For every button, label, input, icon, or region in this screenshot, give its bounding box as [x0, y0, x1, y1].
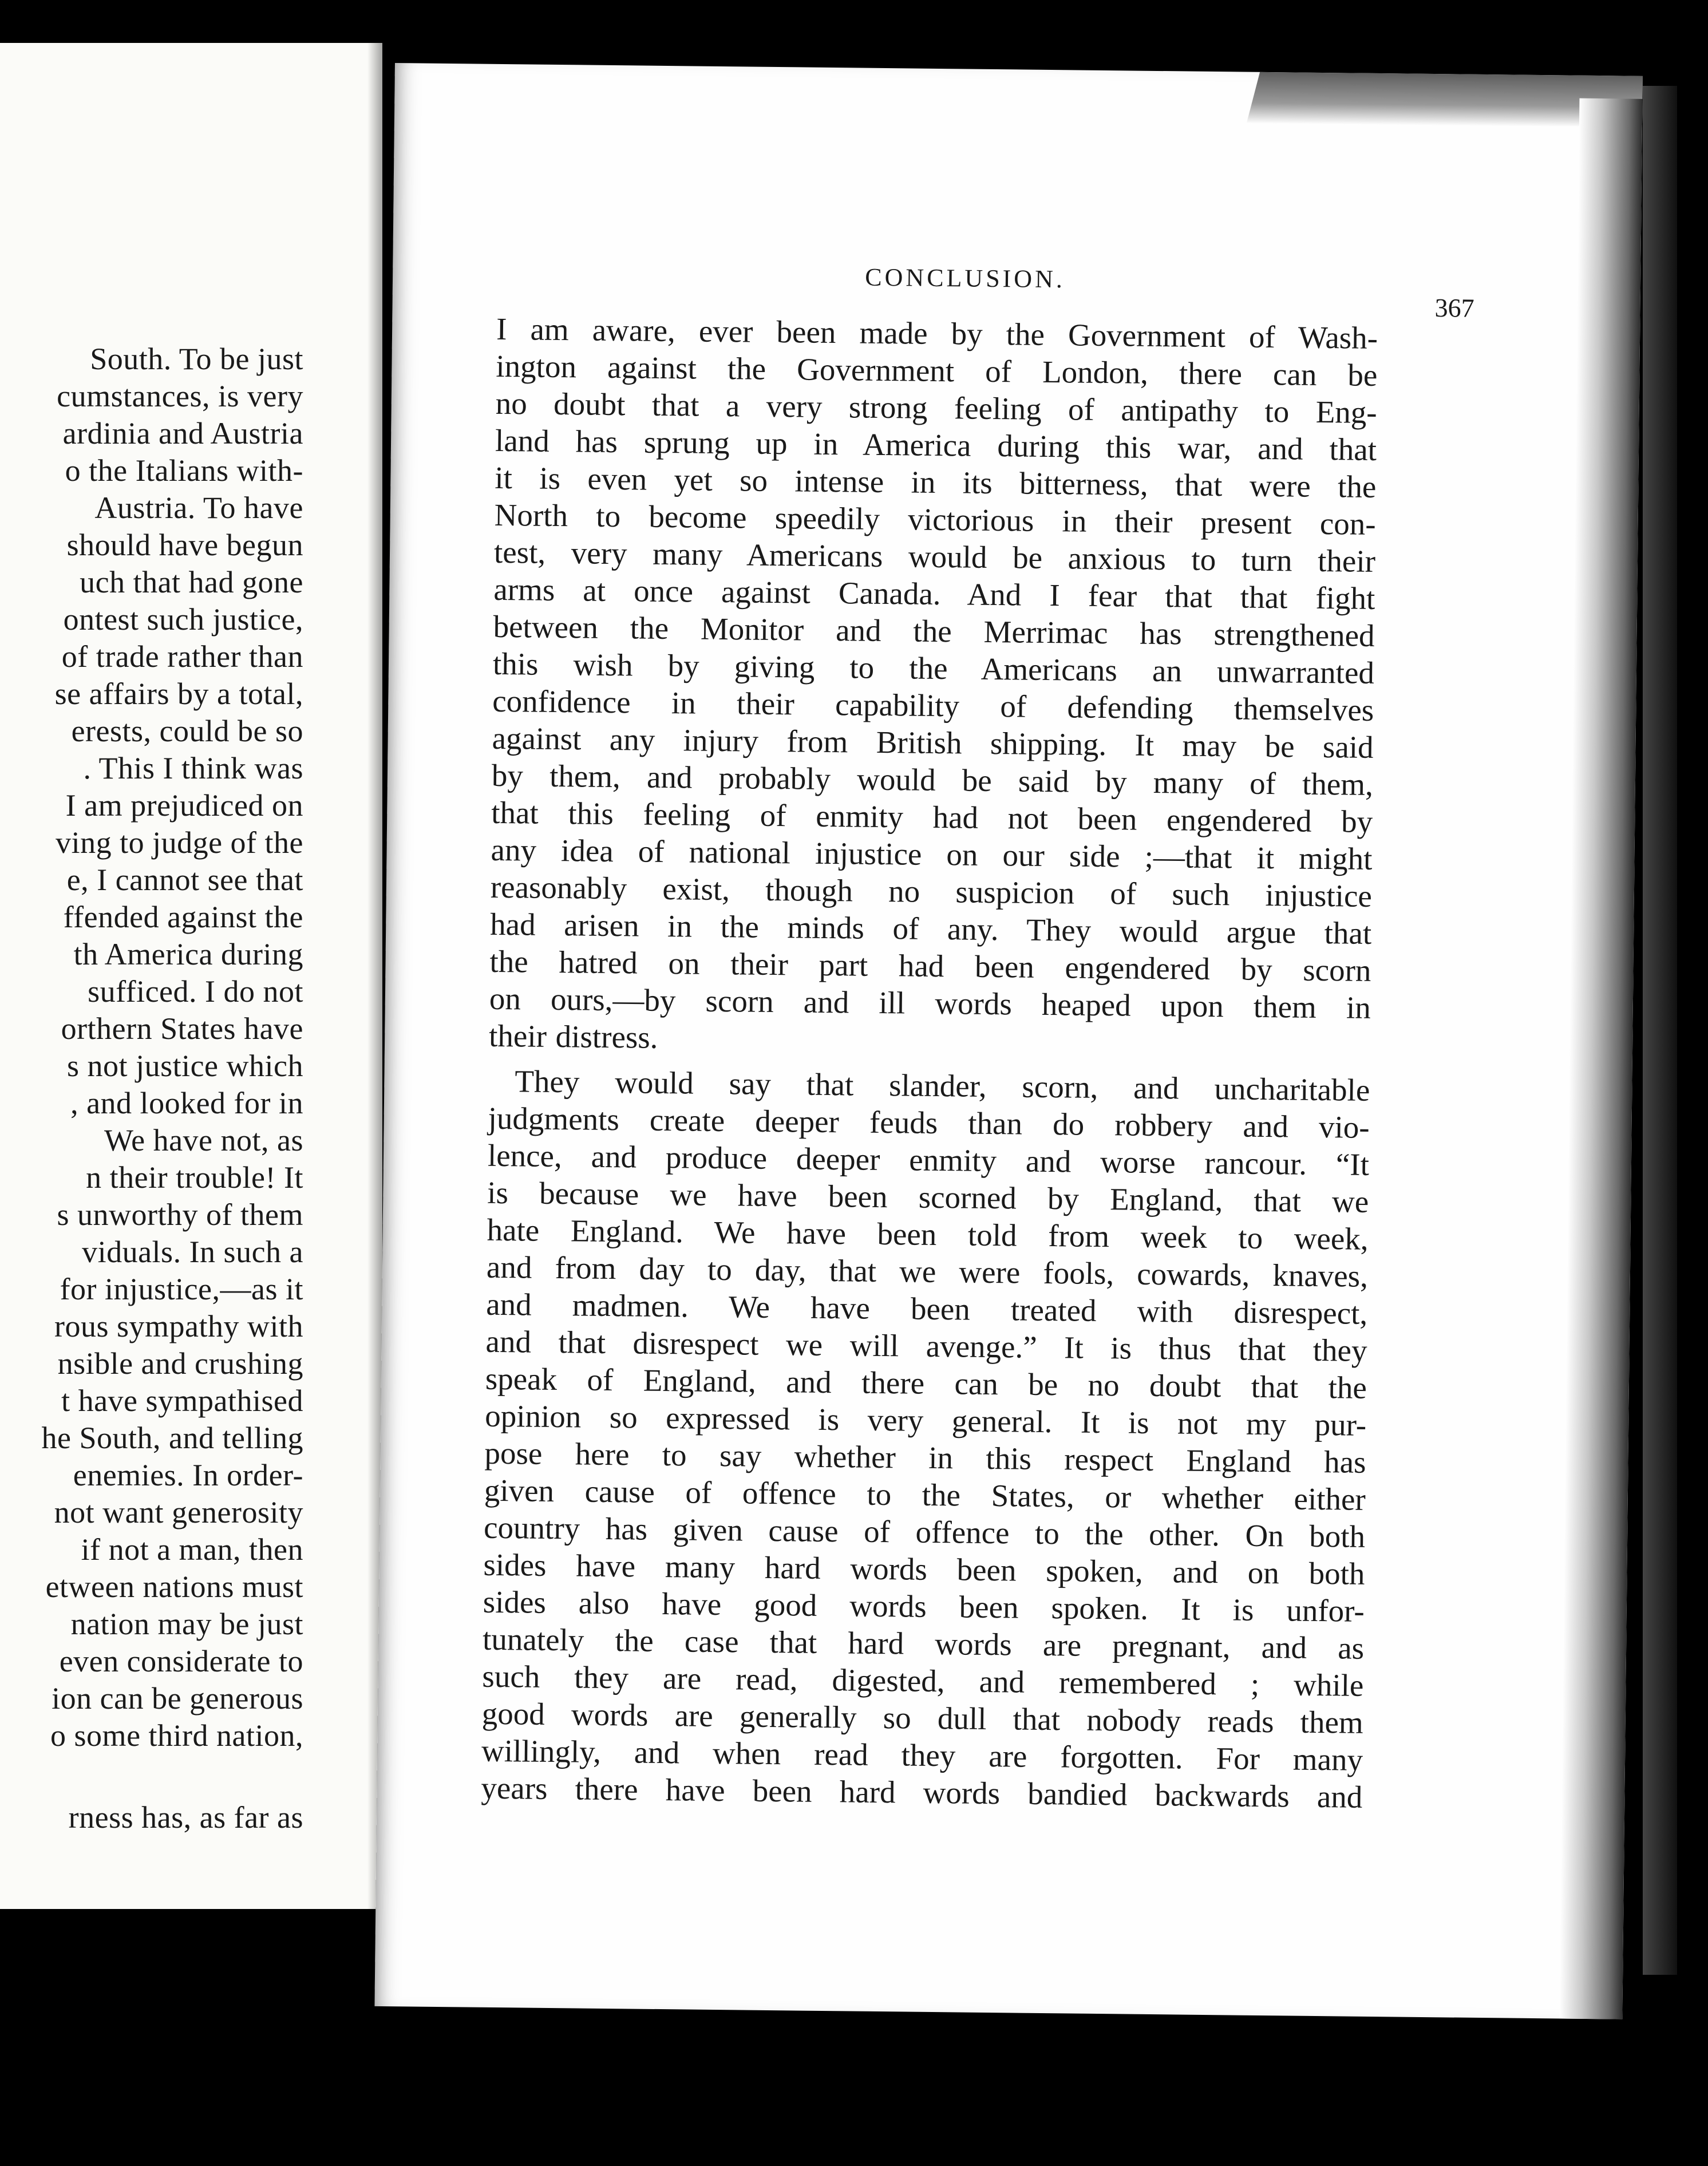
- left-page: [0, 43, 382, 1909]
- left-text-line: s unworthy of them: [57, 1197, 303, 1232]
- text-line: country has given cause of offence to the other. On both: [483, 1509, 1366, 1554]
- text-line: years there have been hard words bandied backwards and: [481, 1770, 1363, 1815]
- text-line: against any injury from British shipping. It may be said: [492, 720, 1374, 765]
- text-line: by them, and probably would be said by many of them,: [491, 757, 1374, 802]
- text-line: the hatred on their part had been engendered by scorn: [489, 943, 1371, 988]
- left-text-line: [0, 1754, 303, 1799]
- running-head: CONCLUSION.: [865, 263, 1066, 294]
- page-number: 367: [1434, 293, 1474, 323]
- left-text-line: ion can be generous: [52, 1681, 303, 1716]
- text-line: hate England. We have been told from week to week,: [487, 1212, 1369, 1256]
- left-text-line: South. To be just: [90, 342, 303, 376]
- text-line: and madmen. We have been treated with disrespect,: [485, 1286, 1368, 1331]
- left-text-line: I am prejudiced on: [65, 788, 303, 823]
- text-line: land has sprung up in America during this war, and that: [495, 422, 1377, 467]
- left-text-line: even considerate to: [59, 1644, 303, 1678]
- left-text-line: nsible and crushing: [57, 1346, 303, 1381]
- text-line: reasonably exist, though no suspicion of such injustice: [490, 869, 1373, 914]
- text-line: given cause of offence to the States, or whether either: [484, 1472, 1366, 1517]
- left-text-line: th America during: [73, 937, 303, 971]
- left-text-line: e, I cannot see that: [66, 863, 303, 897]
- left-text-line: rous sympathy with: [54, 1309, 303, 1343]
- text-line: ington against the Government of London, there can be: [496, 348, 1378, 393]
- page-edge-right: [1559, 98, 1642, 2019]
- left-text-line: etween nations must: [45, 1570, 303, 1604]
- right-page: [374, 63, 1642, 2019]
- text-line: I am aware, ever been made by the Government of Wash-: [496, 311, 1378, 356]
- left-text-line: enemies. In order-: [73, 1458, 303, 1492]
- text-line: it is even yet so intense in its bitterness, that were the: [495, 460, 1377, 504]
- left-text-line: se affairs by a total,: [54, 677, 303, 711]
- left-text-line: sufficed. I do not: [88, 974, 303, 1009]
- text-line: tunately the case that hard words are pregnant, and as: [482, 1621, 1365, 1666]
- left-text-line: uch that had gone: [80, 565, 303, 599]
- text-line: any idea of national injustice on our side ;—that it might: [491, 832, 1373, 876]
- left-text-line: n their trouble! It: [86, 1160, 303, 1195]
- left-text-line: rness has, as far as: [68, 1800, 303, 1835]
- left-text-line: t have sympathised: [61, 1384, 303, 1418]
- text-line: and from day to day, that we were fools, cowards, knaves,: [486, 1249, 1369, 1294]
- left-text-line: should have begun: [66, 528, 303, 562]
- left-text-line: orthern States have: [61, 1011, 303, 1046]
- text-line: this wish by giving to the Americans an unwarranted: [492, 646, 1375, 690]
- text-line: such they are read, digested, and remembered ; while: [482, 1658, 1364, 1703]
- text-line: is because we have been scorned by England, that we: [487, 1175, 1369, 1219]
- left-text-line: cumstances, is very: [57, 379, 303, 413]
- book-block-edge: [1643, 86, 1677, 1975]
- text-line: pose here to say whether in this respect England has: [484, 1435, 1366, 1480]
- left-text-line: of trade rather than: [61, 639, 303, 674]
- text-line: They would say that slander, scorn, and uncharitable: [515, 1064, 1370, 1108]
- text-line: sides have many hard words been spoken, and on both: [483, 1547, 1365, 1591]
- left-text-line: if not a man, then: [81, 1532, 303, 1567]
- left-text-line: not want generosity: [54, 1495, 303, 1529]
- text-line: on ours,—by scorn and ill words heaped upon them in: [489, 981, 1371, 1025]
- left-text-line: o the Italians with-: [65, 453, 303, 488]
- text-line: sides also have good words been spoken. It is unfor-: [483, 1584, 1365, 1629]
- text-line: that this feeling of enmity had not been engendered by: [491, 795, 1373, 839]
- left-text-line: , and looked for in: [70, 1086, 303, 1120]
- left-text-line: s not justice which: [67, 1049, 303, 1083]
- left-text-line: Austria. To have: [94, 491, 303, 525]
- left-text-line: ffended against the: [63, 900, 303, 934]
- text-line: North to become speedily victorious in their present con-: [494, 497, 1376, 542]
- left-text-line: ving to judge of the: [56, 825, 303, 860]
- text-line: no doubt that a very strong feeling of antipathy to Eng-: [495, 385, 1378, 430]
- left-text-line: nation may be just: [70, 1607, 303, 1641]
- text-line: between the Monitor and the Merrimac has strengthened: [493, 608, 1375, 653]
- left-text-line: . This I think was: [83, 751, 303, 785]
- text-line: their distress.: [488, 1018, 658, 1055]
- left-text-line: for injustice,—as it: [60, 1272, 303, 1306]
- left-page-text: [0, 341, 303, 1836]
- text-line: and that disrespect we will avenge.” It is thus that they: [485, 1323, 1367, 1368]
- text-line: judgments create deeper feuds than do robbery and vio-: [488, 1100, 1370, 1145]
- text-line: arms at once against Canada. And I fear that that fight: [493, 571, 1375, 616]
- left-text-line: viduals. In such a: [82, 1235, 303, 1269]
- left-text-line: o some third nation,: [50, 1718, 303, 1753]
- left-text-line: We have not, as: [104, 1123, 303, 1157]
- text-line: opinion so expressed is very general. It is not my pur-: [484, 1398, 1367, 1442]
- body-text: [481, 310, 1378, 1816]
- text-line: good words are generally so dull that nobody reads them: [481, 1695, 1364, 1740]
- left-text-line: he South, and telling: [41, 1421, 303, 1455]
- text-line: had arisen in the minds of any. They would argue that: [489, 906, 1372, 951]
- left-text-line: ardinia and Austria: [62, 416, 303, 450]
- left-text-line: ontest such justice,: [63, 602, 303, 637]
- left-text-line: erests, could be so: [71, 714, 303, 748]
- text-line: willingly, and when read they are forgotten. For many: [481, 1733, 1363, 1777]
- text-line: test, very many Americans would be anxious to turn their: [493, 534, 1376, 579]
- text-line: confidence in their capability of defending themselves: [492, 683, 1374, 728]
- text-line: speak of England, and there can be no doubt that the: [485, 1361, 1367, 1405]
- text-line: lence, and produce deeper enmity and worse rancour. “It: [487, 1137, 1370, 1182]
